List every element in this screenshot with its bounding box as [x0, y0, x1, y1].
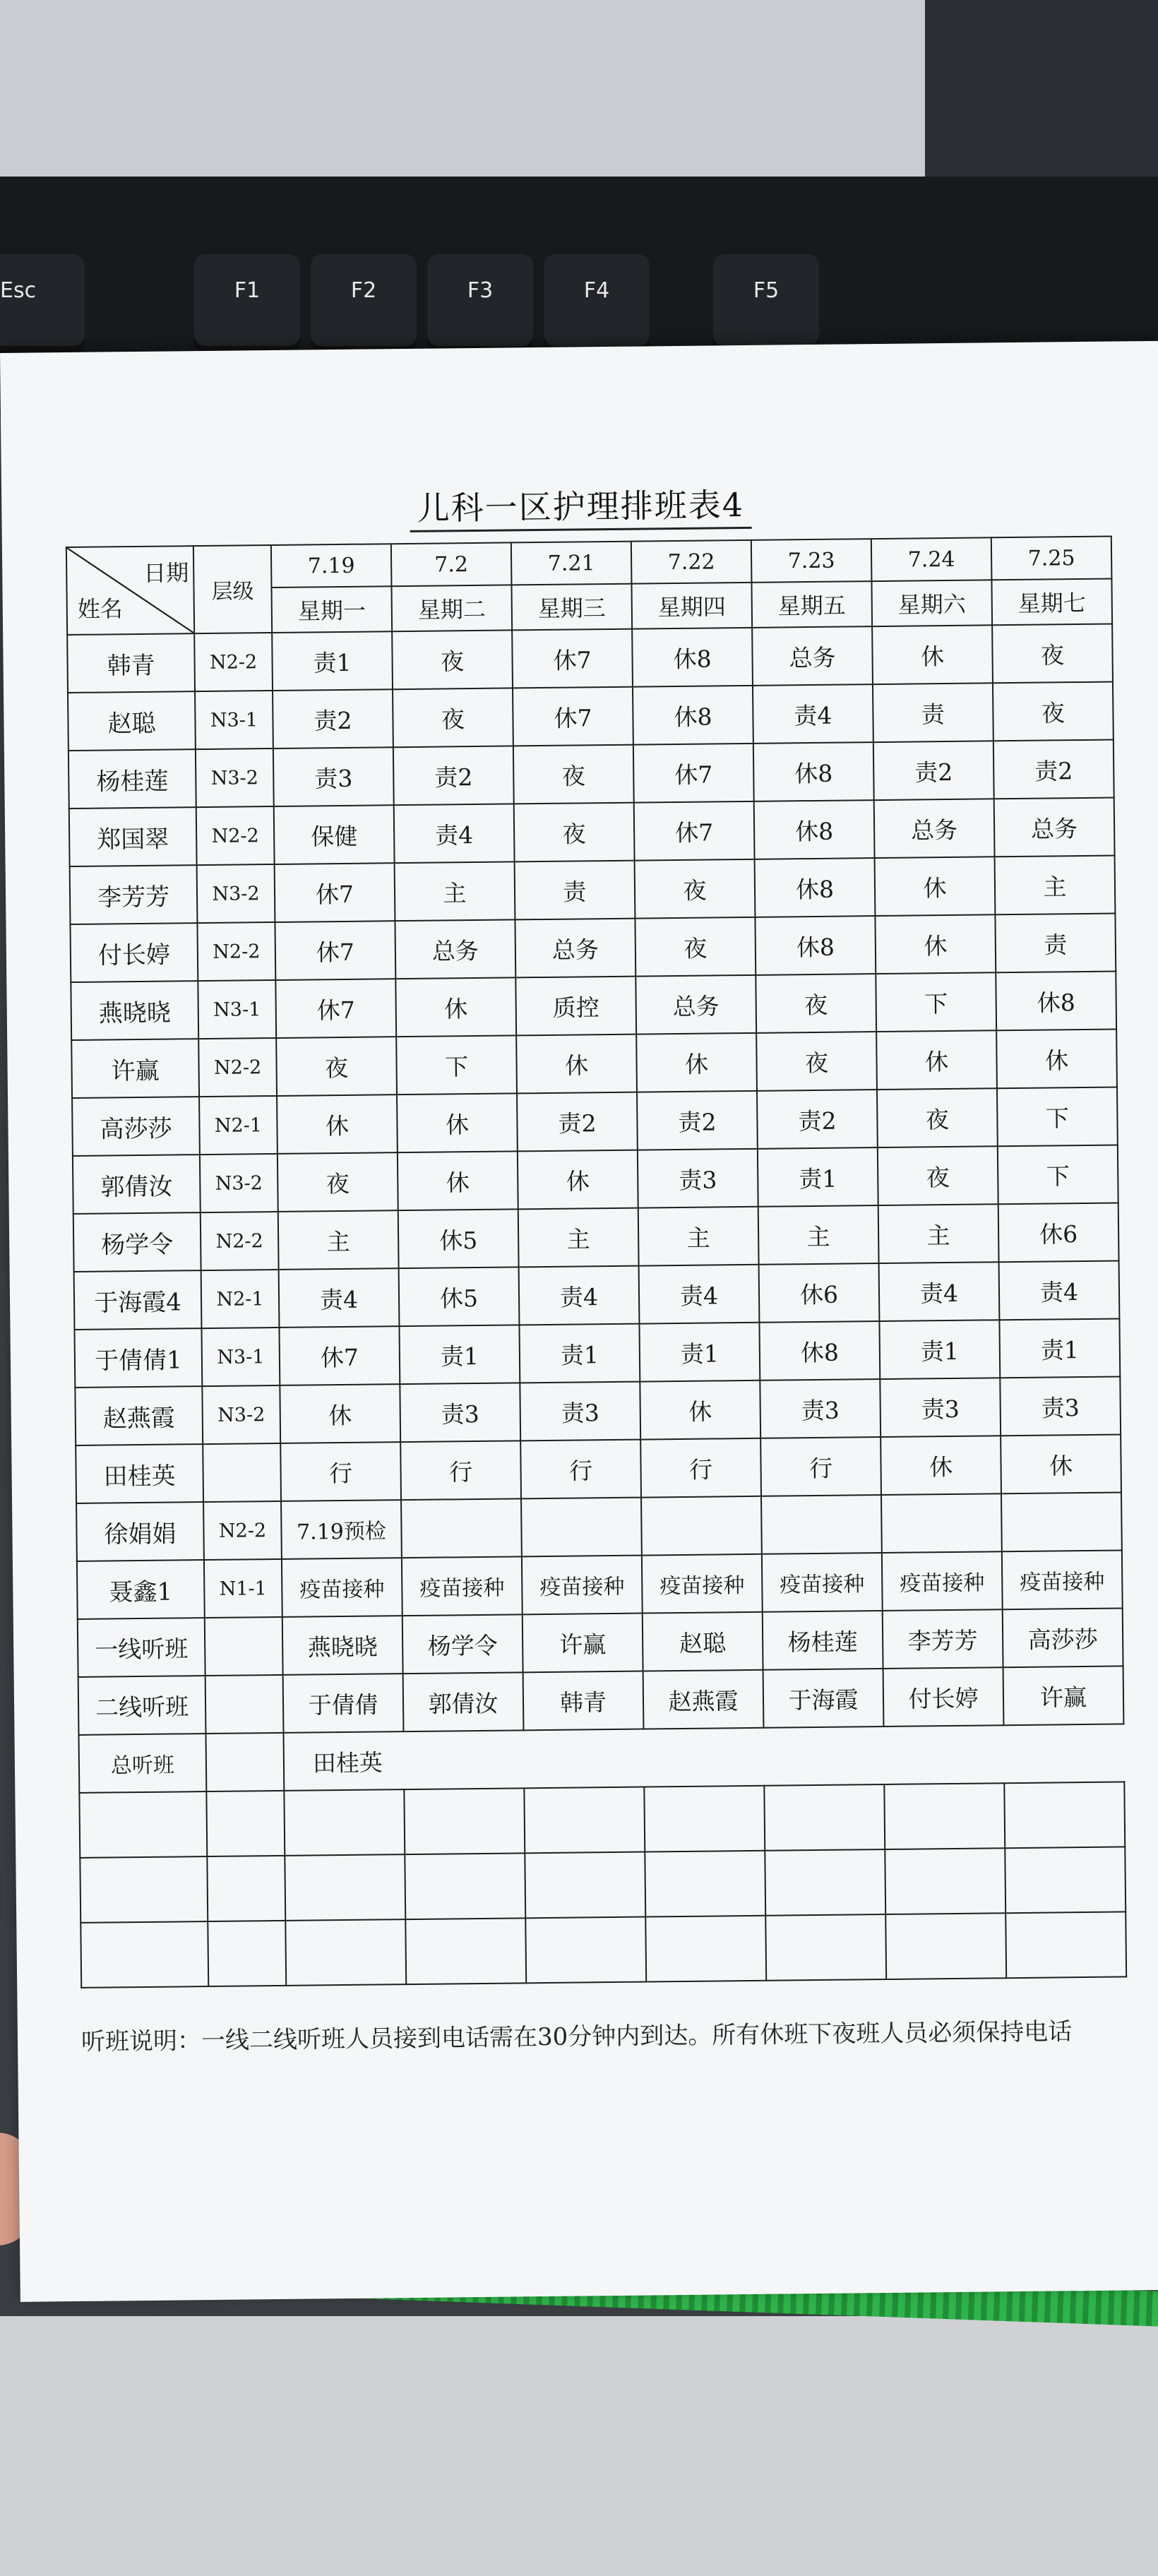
on-call-person: 于倩倩 — [283, 1674, 404, 1733]
shift-cell: 疫苗接种 — [882, 1551, 1003, 1611]
empty-cell — [205, 1675, 284, 1734]
shift-cell: 总务 — [395, 919, 515, 979]
shift-cell: 休 — [280, 1384, 400, 1443]
staff-level: N3-2 — [197, 864, 275, 923]
shift-cell: 休 — [395, 977, 516, 1037]
empty-cell — [1004, 1782, 1125, 1848]
shift-cell: 夜 — [392, 630, 513, 689]
shift-cell: 休8 — [759, 1321, 880, 1381]
shift-cell: 责4 — [394, 804, 515, 863]
staff-name: 郭倩汝 — [73, 1155, 201, 1214]
empty-cell — [207, 1856, 285, 1921]
staff-row — [70, 914, 1116, 982]
desk-surface — [0, 2316, 1158, 2576]
shift-cell: 休6 — [759, 1263, 880, 1323]
staff-level: N2-1 — [201, 1270, 280, 1328]
shift-cell: 总务 — [752, 626, 873, 686]
empty-cell — [884, 1783, 1005, 1849]
staff-row — [76, 1434, 1121, 1503]
shift-cell: 夜 — [877, 1088, 998, 1147]
f3-key — [427, 254, 533, 353]
date-cell: 7.22 — [631, 540, 752, 584]
empty-cell — [284, 1789, 405, 1856]
shift-cell: 休8 — [754, 800, 875, 859]
weekday-cell: 星期七 — [991, 579, 1112, 626]
date-cell: 7.23 — [751, 539, 872, 583]
f1-key — [194, 254, 300, 353]
shift-cell: 休7 — [634, 801, 755, 861]
empty-cell — [645, 1851, 765, 1917]
shift-cell: 休8 — [632, 628, 753, 687]
weekday-cell: 星期五 — [751, 581, 872, 628]
shift-cell: 责3 — [400, 1383, 520, 1442]
shift-cell: 休 — [875, 857, 996, 916]
empty-cell — [205, 1733, 284, 1791]
f5-key — [713, 254, 819, 353]
shift-cell: 责4 — [999, 1260, 1120, 1320]
shift-cell: 休8 — [633, 686, 753, 745]
staff-name: 徐娟娟 — [76, 1502, 204, 1561]
shift-cell: 休5 — [399, 1267, 520, 1326]
shift-cell: 责4 — [753, 684, 873, 744]
weekday-cell: 星期三 — [511, 584, 632, 631]
shift-cell: 总务 — [635, 975, 756, 1034]
key-label: F2 — [350, 278, 377, 303]
shift-cell: 行 — [640, 1438, 761, 1498]
shift-cell — [521, 1498, 642, 1557]
shift-cell: 休 — [640, 1381, 760, 1440]
document-title: 儿科一区护理排班表4 — [1, 475, 1158, 534]
shift-cell: 休 — [1001, 1434, 1121, 1493]
shift-cell — [881, 1493, 1002, 1553]
shift-cell: 夜 — [756, 974, 876, 1033]
staff-level: N1-1 — [204, 1559, 282, 1618]
chief-on-call-label: 总听班 — [78, 1734, 206, 1793]
chief-on-call-row — [78, 1724, 1124, 1792]
shift-cell — [1001, 1492, 1122, 1551]
on-call-label: 二线听班 — [78, 1676, 206, 1735]
shift-cell: 主 — [638, 1207, 759, 1266]
key-label: F5 — [753, 278, 780, 303]
level-header: 层级 — [193, 545, 272, 633]
shift-cell: 休7 — [275, 979, 396, 1038]
shift-cell: 责2 — [873, 741, 994, 800]
shift-cell — [401, 1498, 522, 1558]
key-label: F4 — [583, 278, 610, 303]
shift-cell: 休8 — [996, 971, 1116, 1030]
date-cell: 7.24 — [871, 537, 992, 581]
header-corner — [66, 546, 194, 635]
shift-cell: 主 — [278, 1210, 399, 1270]
staff-level: N3-2 — [200, 1154, 278, 1212]
shift-cell: 疫苗接种 — [282, 1558, 402, 1617]
shift-cell: 责1 — [519, 1324, 640, 1383]
empty-cell — [764, 1784, 885, 1851]
shift-cell: 休8 — [753, 742, 874, 801]
shift-cell: 7.19预检 — [281, 1500, 402, 1559]
staff-name: 杨学令 — [73, 1212, 201, 1272]
staff-row — [75, 1376, 1121, 1445]
shift-cell: 疫苗接种 — [762, 1553, 883, 1612]
shift-cell: 行 — [280, 1442, 401, 1501]
weekday-cell: 星期一 — [271, 586, 392, 633]
shift-cell: 责3 — [1000, 1376, 1121, 1436]
staff-row — [70, 856, 1116, 924]
on-call-person: 李芳芳 — [883, 1609, 1003, 1669]
shift-cell: 休5 — [398, 1209, 519, 1268]
shift-cell: 休 — [398, 1151, 518, 1210]
on-call-row — [78, 1666, 1124, 1734]
shift-cell: 责3 — [520, 1382, 640, 1441]
empty-cell — [765, 1849, 885, 1916]
staff-row — [71, 1029, 1117, 1097]
empty-cell — [80, 1856, 208, 1923]
staff-name: 赵聪 — [68, 691, 196, 751]
shift-cell: 责4 — [879, 1262, 1000, 1321]
shift-cell: 休 — [518, 1150, 638, 1210]
blank-row — [80, 1847, 1126, 1922]
staff-level: N3-2 — [202, 1385, 280, 1444]
shift-cell: 责2 — [993, 740, 1114, 799]
key-label: F3 — [467, 278, 494, 303]
empty-cell — [285, 1919, 406, 1986]
empty-cell — [765, 1914, 886, 1981]
on-call-person: 韩青 — [523, 1671, 644, 1731]
chief-on-call-person: 田桂英 — [283, 1724, 1124, 1790]
on-call-person: 郭倩汝 — [403, 1672, 524, 1731]
weekday-cell: 星期六 — [871, 580, 992, 626]
empty-cell — [644, 1786, 765, 1852]
shift-cell: 休6 — [998, 1203, 1119, 1262]
shift-cell: 责1 — [272, 631, 393, 691]
shift-cell: 总务 — [874, 799, 995, 858]
shift-cell: 责2 — [393, 746, 514, 805]
schedule-paper — [0, 341, 1158, 2302]
shift-cell: 夜 — [756, 1032, 877, 1091]
shift-cell: 责1 — [758, 1147, 878, 1207]
on-call-note: 听班说明：一线二线听班人员接到电话需在30分钟内到达。所有休班下夜班人员必须保持电话 — [80, 2017, 1073, 2056]
staff-name: 高莎莎 — [72, 1097, 200, 1156]
key-label: Esc — [0, 278, 37, 303]
staff-level: N2-2 — [198, 1038, 277, 1097]
shift-cell: 责4 — [279, 1268, 400, 1328]
empty-cell — [405, 1853, 525, 1919]
shift-cell: 夜 — [635, 859, 756, 919]
shift-cell: 责3 — [760, 1379, 881, 1438]
staff-row — [76, 1492, 1122, 1561]
shift-cell: 休7 — [279, 1326, 400, 1385]
shift-cell: 保健 — [274, 805, 395, 864]
weekday-cell: 星期四 — [631, 583, 752, 629]
empty-cell — [1005, 1847, 1126, 1913]
staff-name: 杨桂莲 — [68, 749, 196, 809]
shift-cell: 主 — [995, 856, 1116, 915]
empty-cell — [205, 1617, 283, 1676]
on-call-label: 一线听班 — [78, 1618, 205, 1677]
staff-row — [67, 624, 1113, 693]
shift-cell: 夜 — [635, 917, 756, 977]
empty-cell — [405, 1918, 526, 1984]
staff-name: 聂鑫1 — [77, 1560, 205, 1619]
esc-key — [0, 254, 85, 353]
key-label: F1 — [234, 278, 261, 303]
date-cell: 7.2 — [391, 542, 512, 586]
shift-cell: 总务 — [994, 798, 1115, 857]
shift-cell: 责1 — [879, 1320, 1000, 1379]
on-call-person: 燕晓晓 — [282, 1616, 403, 1675]
shift-cell: 责2 — [637, 1091, 758, 1150]
empty-cell — [404, 1788, 525, 1854]
shift-cell: 休 — [516, 1034, 637, 1094]
staff-row — [68, 682, 1114, 751]
shift-cell: 休 — [875, 914, 996, 974]
empty-cell — [80, 1921, 208, 1988]
staff-row — [77, 1550, 1123, 1618]
staff-level: N2-2 — [201, 1212, 279, 1270]
staff-level: N3-2 — [196, 749, 274, 807]
staff-name: 燕晓晓 — [71, 981, 198, 1040]
shift-cell — [761, 1495, 882, 1554]
shift-cell: 休 — [881, 1436, 1001, 1495]
shift-cell: 下 — [998, 1145, 1118, 1204]
staff-name: 于海霞4 — [74, 1270, 202, 1330]
shift-cell: 休 — [996, 1029, 1117, 1088]
shift-cell: 责2 — [273, 689, 393, 749]
shift-cell: 夜 — [878, 1146, 998, 1205]
staff-level: N3-1 — [195, 691, 273, 749]
shift-cell: 责3 — [273, 747, 394, 806]
staff-level: N2-2 — [197, 922, 275, 981]
empty-cell — [885, 1848, 1005, 1914]
staff-row — [73, 1203, 1119, 1271]
shift-cell: 责1 — [999, 1318, 1120, 1378]
empty-cell — [206, 1791, 285, 1856]
staff-name: 于倩倩1 — [74, 1328, 202, 1388]
staff-name: 赵燕霞 — [75, 1386, 203, 1445]
staff-row — [73, 1145, 1118, 1213]
shift-cell: 行 — [400, 1441, 521, 1500]
shift-cell: 责3 — [638, 1149, 758, 1208]
shift-cell: 休 — [872, 625, 993, 684]
staff-name: 付长婷 — [70, 923, 198, 982]
on-call-person: 赵聪 — [643, 1612, 763, 1671]
empty-cell — [285, 1854, 405, 1921]
shift-cell: 夜 — [277, 1152, 398, 1212]
staff-name: 郑国翠 — [69, 807, 197, 866]
shift-cell: 下 — [876, 972, 996, 1032]
on-call-person: 杨学令 — [402, 1614, 523, 1674]
staff-level: N2-1 — [199, 1096, 277, 1155]
staff-row — [74, 1318, 1120, 1387]
shift-cell: 夜 — [514, 803, 635, 862]
empty-cell — [525, 1852, 645, 1919]
shift-cell: 责3 — [880, 1378, 1001, 1437]
shift-cell: 责 — [995, 914, 1116, 973]
shift-cell: 责4 — [519, 1266, 640, 1325]
empty-cell — [1005, 1912, 1126, 1978]
empty-cell — [885, 1913, 1006, 1979]
shift-cell: 责1 — [639, 1323, 760, 1382]
shift-cell: 休8 — [755, 916, 876, 975]
shift-cell: 责 — [873, 683, 993, 742]
shift-cell: 夜 — [276, 1037, 397, 1096]
staff-level: N2-2 — [196, 806, 275, 865]
shift-cell: 下 — [997, 1087, 1118, 1146]
staff-row — [68, 740, 1114, 809]
shift-cell: 主 — [758, 1205, 879, 1265]
staff-level: N3-1 — [198, 980, 276, 1039]
shift-cell: 疫苗接种 — [1002, 1550, 1123, 1609]
shift-cell: 夜 — [393, 688, 513, 747]
shift-cell: 休 — [636, 1033, 757, 1092]
on-call-person: 杨桂莲 — [763, 1611, 883, 1670]
empty-cell — [645, 1916, 766, 1982]
staff-name: 李芳芳 — [70, 865, 198, 924]
blank-row — [80, 1912, 1126, 1987]
f2-key — [311, 254, 417, 353]
blank-row — [79, 1782, 1125, 1857]
shift-cell: 质控 — [515, 977, 636, 1036]
shift-cell: 行 — [760, 1437, 881, 1496]
date-cell: 7.21 — [511, 542, 632, 585]
shift-cell: 夜 — [993, 682, 1114, 741]
empty-cell — [208, 1921, 286, 1986]
shift-cell: 休7 — [512, 629, 633, 688]
weekday-cell: 星期二 — [391, 585, 512, 631]
empty-cell — [79, 1791, 207, 1858]
shift-cell: 夜 — [992, 624, 1113, 684]
staff-level: N2-2 — [203, 1501, 282, 1560]
shift-cell: 休8 — [755, 858, 876, 917]
schedule-table — [66, 536, 1127, 1988]
shift-cell: 休7 — [275, 921, 395, 980]
staff-row — [69, 798, 1115, 866]
shift-cell — [641, 1496, 762, 1556]
shift-cell: 主 — [518, 1208, 639, 1268]
on-call-person: 许赢 — [523, 1614, 643, 1673]
staff-level — [203, 1443, 281, 1502]
shift-cell: 下 — [396, 1035, 517, 1095]
on-call-row — [78, 1608, 1123, 1676]
shift-cell: 休 — [277, 1095, 398, 1154]
shift-cell: 夜 — [513, 745, 634, 804]
f4-key — [544, 254, 650, 353]
on-call-person: 许赢 — [1003, 1666, 1124, 1725]
corner-name-label: 姓名 — [77, 595, 124, 623]
empty-cell — [524, 1787, 645, 1854]
on-call-person: 付长婷 — [883, 1667, 1004, 1727]
on-call-person: 于海霞 — [763, 1669, 884, 1728]
empty-cell — [525, 1917, 646, 1984]
shift-cell: 疫苗接种 — [522, 1556, 643, 1615]
shift-cell: 休7 — [513, 687, 633, 746]
corner-date-label: 日期 — [143, 559, 189, 587]
shift-cell: 休7 — [633, 744, 754, 803]
on-call-person: 高莎莎 — [1003, 1608, 1123, 1667]
shift-cell: 疫苗接种 — [642, 1554, 763, 1614]
on-call-person: 赵燕霞 — [643, 1670, 764, 1729]
staff-row — [71, 971, 1116, 1039]
shift-cell: 责 — [515, 861, 635, 920]
shift-cell: 责1 — [399, 1325, 520, 1384]
staff-name: 韩青 — [67, 633, 195, 693]
shift-cell: 休 — [397, 1093, 518, 1152]
staff-name: 田桂英 — [76, 1444, 203, 1503]
shift-cell: 责4 — [639, 1265, 760, 1324]
shift-cell: 主 — [878, 1204, 999, 1263]
staff-level: N2-2 — [194, 633, 273, 691]
shift-cell: 行 — [520, 1440, 641, 1499]
shift-cell: 疫苗接种 — [402, 1556, 523, 1616]
staff-row — [74, 1260, 1120, 1329]
staff-level: N3-1 — [201, 1328, 280, 1386]
date-cell: 7.25 — [991, 537, 1112, 580]
shift-cell: 休 — [876, 1030, 997, 1090]
shift-cell: 主 — [395, 861, 515, 921]
date-cell: 7.19 — [271, 544, 392, 588]
shift-cell: 总务 — [515, 919, 635, 978]
shift-cell: 责2 — [757, 1090, 878, 1149]
shift-cell: 责2 — [517, 1092, 638, 1152]
shift-cell: 休7 — [275, 863, 395, 922]
staff-name: 许赢 — [71, 1039, 199, 1098]
staff-row — [72, 1087, 1118, 1155]
